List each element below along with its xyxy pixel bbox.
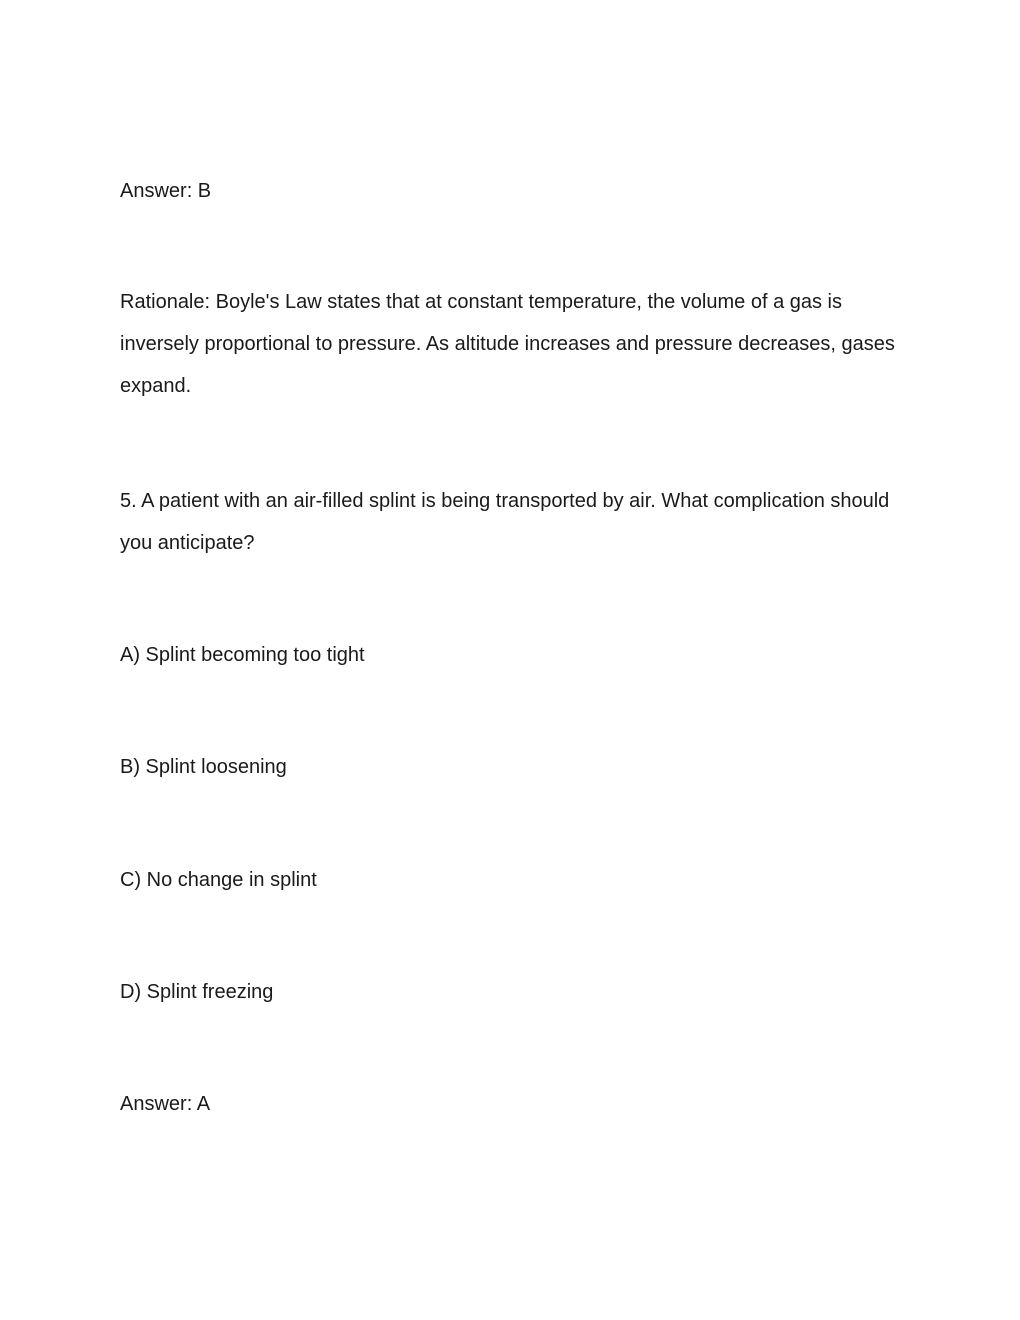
previous-answer: Answer: B bbox=[120, 180, 212, 202]
question-answer: Answer: A bbox=[120, 1093, 211, 1115]
question-text: 5. A patient with an air-filled splint is being transported by air. What complication should you anticipate? bbox=[120, 490, 890, 554]
rationale-text: Rationale: Boyle's Law states that at constant temperature, the volume of a gas is inversely proportional to pressure. As altitude increases and pressure decreases, gases expand. bbox=[120, 291, 895, 397]
option-c: C) No change in splint bbox=[120, 869, 317, 891]
option-d: D) Splint freezing bbox=[120, 981, 274, 1003]
option-a: A) Splint becoming too tight bbox=[120, 644, 365, 666]
option-b: B) Splint loosening bbox=[120, 756, 287, 778]
